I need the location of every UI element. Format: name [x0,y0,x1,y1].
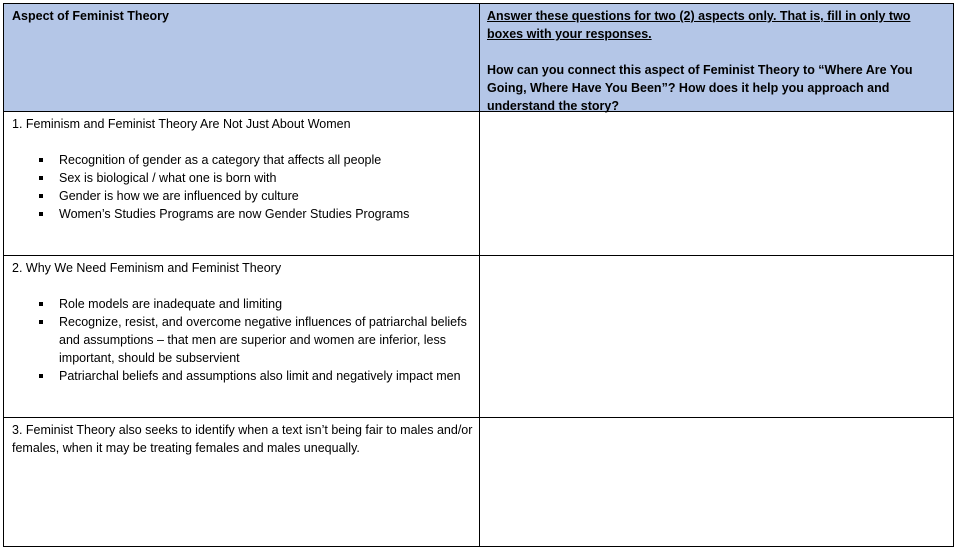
aspect-cell-2 [4,256,480,418]
bullet-item: Gender is how we are influenced by culture [12,187,473,205]
bullet-item: Role models are inadequate and limiting [12,295,473,313]
aspect-cell-1 [4,112,480,256]
header-aspect-label: Aspect of Feminist Theory [12,9,169,23]
aspect-title-3: 3. Feminist Theory also seeks to identify when a text isn’t being fair to males and/or females, when it may be treating females and males unequally. [12,423,473,455]
aspect-cell-3 [4,418,480,546]
aspect-bullet-list-2 [12,295,473,385]
aspect-title-2: 2. Why We Need Feminism and Feminist Theory [12,261,282,275]
bullet-item: Patriarchal beliefs and assumptions also limit and negatively impact men [12,367,473,385]
aspect-bullet-list-1 [12,151,473,223]
bullet-item: Recognition of gender as a category that affects all people [12,151,473,169]
response-box-3[interactable] [480,418,953,546]
aspect-title-1: 1. Feminism and Feminist Theory Are Not Just About Women [12,117,351,131]
bullet-item: Sex is biological / what one is born with [12,169,473,187]
bullet-item: Women’s Studies Programs are now Gender Studies Programs [12,205,473,223]
feminist-theory-table [3,3,954,547]
bullet-item: Recognize, resist, and overcome negative influences of patriarchal beliefs and assumptions – that men are superior and women are inferior, less important, should be subservient [12,313,473,367]
header-aspect-cell [4,4,480,112]
header-instruction-text: Answer these questions for two (2) aspects only. That is, fill in only two boxes with your responses. [487,9,911,41]
header-instructions-cell [480,4,953,112]
header-question-text: How can you connect this aspect of Feminist Theory to “Where Are You Going, Where Have You Been”? How does it help you approach and understand the story? [487,63,913,113]
response-box-2[interactable] [480,256,953,418]
response-box-1[interactable] [480,112,953,256]
